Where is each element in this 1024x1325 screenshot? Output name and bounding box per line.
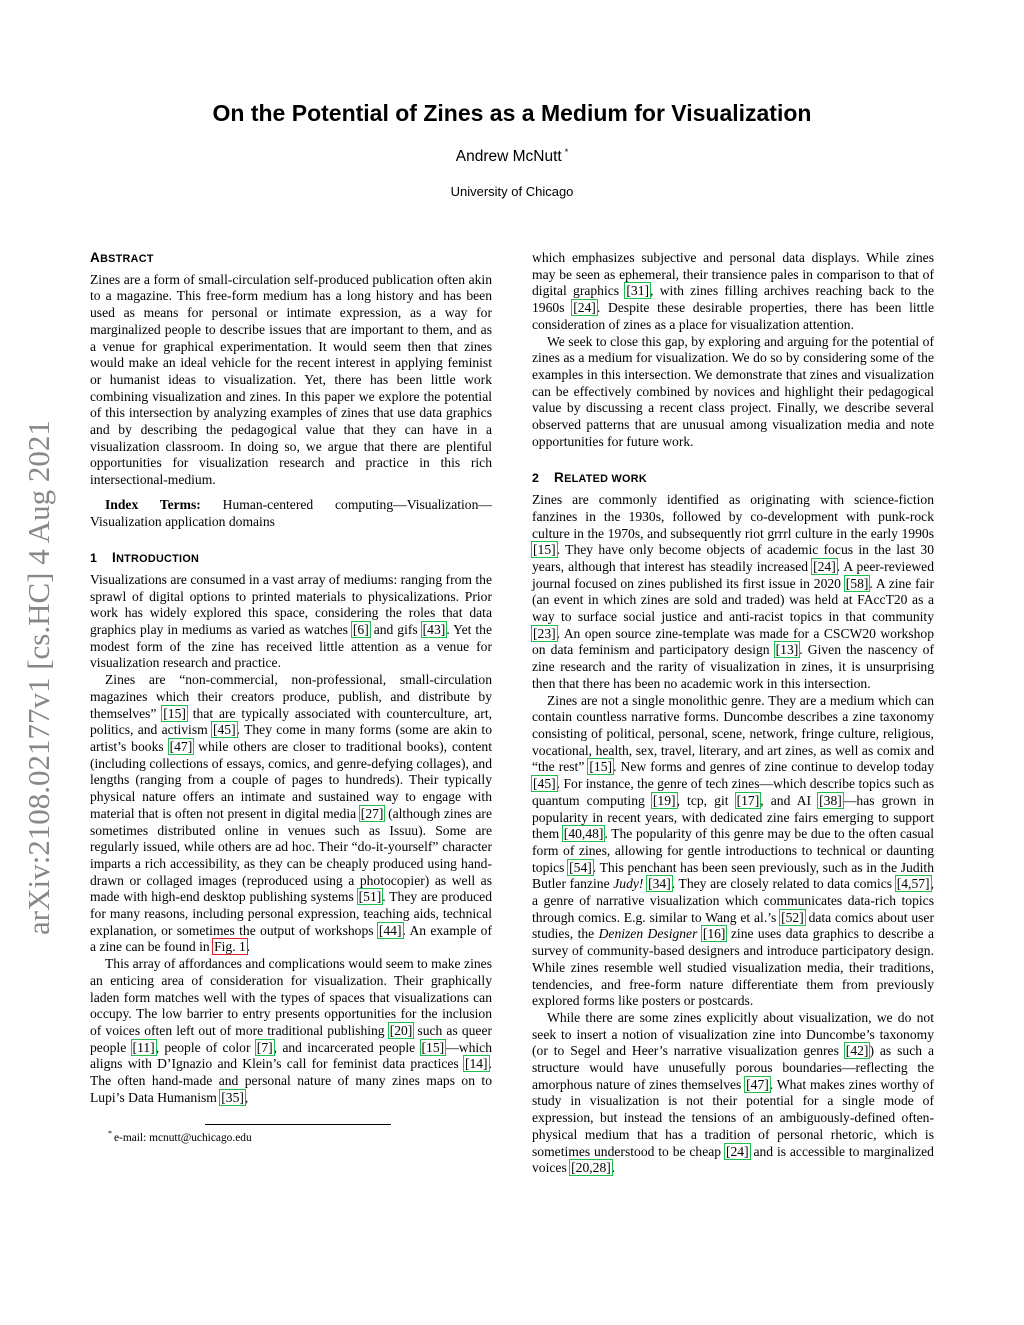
citation-link[interactable]: [24] [813, 558, 836, 574]
citation-link[interactable]: [38] [819, 792, 842, 808]
citation-link[interactable]: [47] [169, 738, 193, 754]
abstract-text: Zines are a form of small-circulation self-produced publication often akin to a magazine. This free-form medium has a long history and has been used as means for personal or intimate expression, as a way for marginalized people to describe issues that are important to them, and as a venue for graphical experimentation. It would seem then that zines would make an ideal vehicle for the recent interest in applying feminist or humanist ideas to visualization. Yet, there has been little work combining visualization and zines. In this paper we explore the potential of this intersection by analyzing examples of zines that use data graphics and by describing the pedagogical value that they can have in a visualization classroom. In doing so, we argue that there are plentiful opportunities for visualization research and practice in this rich intersectional-medium. [90, 271, 492, 488]
right-column [532, 250, 934, 1177]
index-terms-text: Human-centered computing—Visualization— Visualization application domains [90, 496, 492, 529]
intro-continued-paragraph: which emphasizes subjective and personal data displays. While zines may be seen as ephemeral, their transience pales in comparison to that of digital graphics [31], with zines filling archives reaching back to the 1960s [24]. Despite these desirable properties, there has been little consideration of zines as a place for visualization attention. [532, 250, 934, 332]
citation-link[interactable]: [43] [422, 622, 446, 638]
citation-link[interactable]: [47] [746, 1076, 769, 1092]
footnote-marker[interactable]: * [564, 147, 569, 157]
citation-link[interactable]: [44] [378, 922, 402, 938]
section-heading-related-work: 2 RELATED WORK [532, 470, 647, 486]
related-paragraph-1: Zines are commonly identified as originating with science-fiction fanzines in the 1930s, followed by co-development with punk-rock culture in the 1970s, and subsequently riot grrrl culture in the early 1990s [15]. They have only become objects of academic focus in the last 30 years, although that interest has steadily increased [24]. A peer-reviewed journal focused on zines published its first issue in 2020 [58]. A zine fair (an event in which zines are sold and traded) was held at FAccT20 as a way to surface social justice and anti-racist topics in that community [23]. An open source zine-template was made for a CSCW20 workshop on data feminism and participatory design [13]. Given the nascency of zine research and the rarity of visualization in zines, it is unsurprising then that there has been no academic work in this intersection. [532, 492, 934, 691]
left-column [90, 250, 492, 1106]
citation-link[interactable]: [45] [212, 722, 236, 738]
citation-link[interactable]: [19] [652, 792, 676, 808]
citation-link[interactable]: [52] [781, 909, 804, 925]
abstract-heading: ABSTRACT [90, 250, 154, 265]
index-terms [90, 497, 492, 530]
citation-link[interactable]: [15] [163, 705, 186, 721]
index-terms-label: Index Terms: [105, 496, 201, 512]
citation-link[interactable]: [13] [775, 642, 799, 658]
citation-link[interactable]: [17] [736, 792, 760, 808]
paper-title: On the Potential of Zines as a Medium for Visualization [212, 100, 812, 126]
section-heading-introduction: 1 INTRODUCTION [90, 550, 200, 566]
related-paragraph-3: While there are some zines explicitly about visualization, we do not seek to insert a notion of visualization zine into Duncombe’s taxonomy (or to Segel and Heer’s narrative visualization genres [42]) as such a structure would have unusefully porous boundaries—reflecting the amorphous nature of zines themselves [47]. What makes zines worthy of study in visualization is not their potential for a single mode of expression, but instead the tensions of an ambiguously-defined often-physical medium that has a tradition of personal rhetoric, which is sometimes understood to be cheap [24] and is accessible to marginalized voices [20,28]. [532, 1009, 934, 1176]
affiliation: University of Chicago [450, 184, 574, 199]
footnote: * e-mail: mcnutt@uchicago.edu [108, 1129, 252, 1144]
citation-link[interactable]: [24] [725, 1143, 749, 1159]
citation-link[interactable]: [35] [221, 1089, 244, 1105]
intro-paragraph-3: This array of affordances and complications would seem to make zines an enticing area of consideration for visualization. Their graphically laden form matches well with the types of spaces that visualizations can occupy. The low barrier to entry presents opportunities for the inclusion of voices often left out of more traditional publishing [20] such as queer people [11], people of color [7], and incarcerated people [15]—which aligns with D’Ignazio and Klein’s call for feminist data practices [14]. The often hand-made and personal nature of many zines maps on to Lupi’s Data Humanism [35], [90, 956, 493, 1105]
citation-link[interactable]: [23] [533, 625, 556, 641]
citation-link[interactable]: [24] [573, 300, 596, 316]
citation-link[interactable]: [14] [464, 1056, 488, 1072]
citation-link[interactable]: [11] [132, 1039, 155, 1055]
arxiv-identifier[interactable]: arXiv:2108.02177v1 [cs.HC] 4 Aug 2021 [21, 420, 56, 935]
citation-link[interactable]: [4,57] [896, 876, 930, 892]
author-name-text: Andrew McNutt [455, 148, 562, 166]
citation-link[interactable]: [34] [648, 876, 671, 892]
citation-link[interactable]: [20] [389, 1022, 413, 1038]
citation-link[interactable]: [45] [533, 776, 556, 792]
citation-link[interactable]: [6] [352, 622, 369, 638]
citation-link[interactable]: [15] [421, 1039, 445, 1055]
related-paragraph-2: Zines are not a single monolithic genre. They are a medium which can contain countless narrative forms. Duncombe describes a zine taxonomy consisting of political, personal, scene, network, fringe culture, religious, vocational, health, sex, travel, literary, and art zines, as well as comix and “the rest” [15]. New forms and genres of zine continue to develop today [45]. For instance, the genre of tech zines—which describe topics such as quantum computing [19], tcp, git [17], and AI [38]—has grown in popularity in recent years, with dedicated zine fairs emerging to support them [40,48]. The popularity of this genre may be due to the often casual form of zines, allowing for gentle introductions to technical or daunting topics [54]. This penchant has been seen previously, such as in the Judith Butler fanzine Judy! [34]. They are closely related to data comics [4,57], a genre of narrative visualization which communicates data-rich topics through comics. E.g. similar to Wang et al.’s [52] data comics about user studies, the Denizen Designer [16] zine uses data graphics to describe a survey of community-based designers and introduce participatory design. While zines resemble well studied visualization media, their traditions, tendencies, and free-form nature differentiate them from previously explored forms like posters or postcards. [532, 692, 934, 1009]
citation-link[interactable]: [51] [358, 889, 382, 905]
citation-link[interactable]: [54] [569, 859, 592, 875]
intro-paragraph-4: We seek to close this gap, by exploring and arguing for the potential of zines as a medium for visualization. We do so by considering some of the examples in this intersection. We demonstrate that zines and visualization can be effectively combined by novices and highlight their pedagogical value by discussing a recent class project. Finally, we describe several observed patterns that are unusual among visualization media and note opportunities for future work. [532, 333, 934, 449]
footnote-rule [205, 1124, 391, 1125]
citation-link[interactable]: [40,48] [563, 826, 604, 842]
citation-link[interactable]: [31] [626, 283, 650, 299]
citation-link[interactable]: [20,28] [571, 1160, 611, 1176]
citation-link[interactable]: [16] [702, 926, 726, 942]
intro-paragraph-1: Visualizations are consumed in a vast array of mediums: ranging from the sprawl of digital options to printed materials to physicalizations. Prior work has widely explored this space, considering the roles that data graphics play in mediums as varied as watches [6] and gifs [43]. Yet the modest form of the zine has received little attention as a venue for visualization research and practice. [90, 571, 492, 671]
figure-link[interactable]: Fig. 1 [214, 939, 246, 955]
citation-link[interactable]: [7] [256, 1039, 273, 1055]
citation-link[interactable]: [15] [533, 542, 556, 558]
citation-link[interactable]: [58] [845, 575, 869, 591]
citation-link[interactable]: [27] [360, 805, 384, 821]
footnote-email[interactable]: e-mail: mcnutt@uchicago.edu [114, 1131, 252, 1144]
intro-paragraph-2: Zines are “non-commercial, non-professional, small-circulation magazines which their creators produce, publish, and distribute by themselves” [15] that are typically associated with counterculture, art, politics, and activism [45]. They come in many forms (some are akin to artist’s books [47] while others are closer to traditional books), content (including collections of essays, comics, and genre-defying collages), and lengths (ranging from a couple of pages to hundreds). Their typically physical nature offers an intimate and sustained way to engage with material that is often not present in digital media [27] (although zines are sometimes distributed online in venues such as Issuu). Some are regularly issued, while others are ad hoc. Their “do-it-yourself” character imparts a rich accessibility, as they can be cheaply produced using hand-drawn or collaged images (reproduced using a photocopier) as well as made with high-end desktop publishing systems [51]. They are produced for many reasons, including personal expression, teaching aids, technical explanation, or sometimes the output of workshops [44]. An example of a zine can be found in Fig. 1. [90, 672, 493, 955]
author-name [0, 147, 1024, 166]
citation-link[interactable]: [42] [845, 1043, 869, 1059]
citation-link[interactable]: [15] [589, 759, 613, 775]
